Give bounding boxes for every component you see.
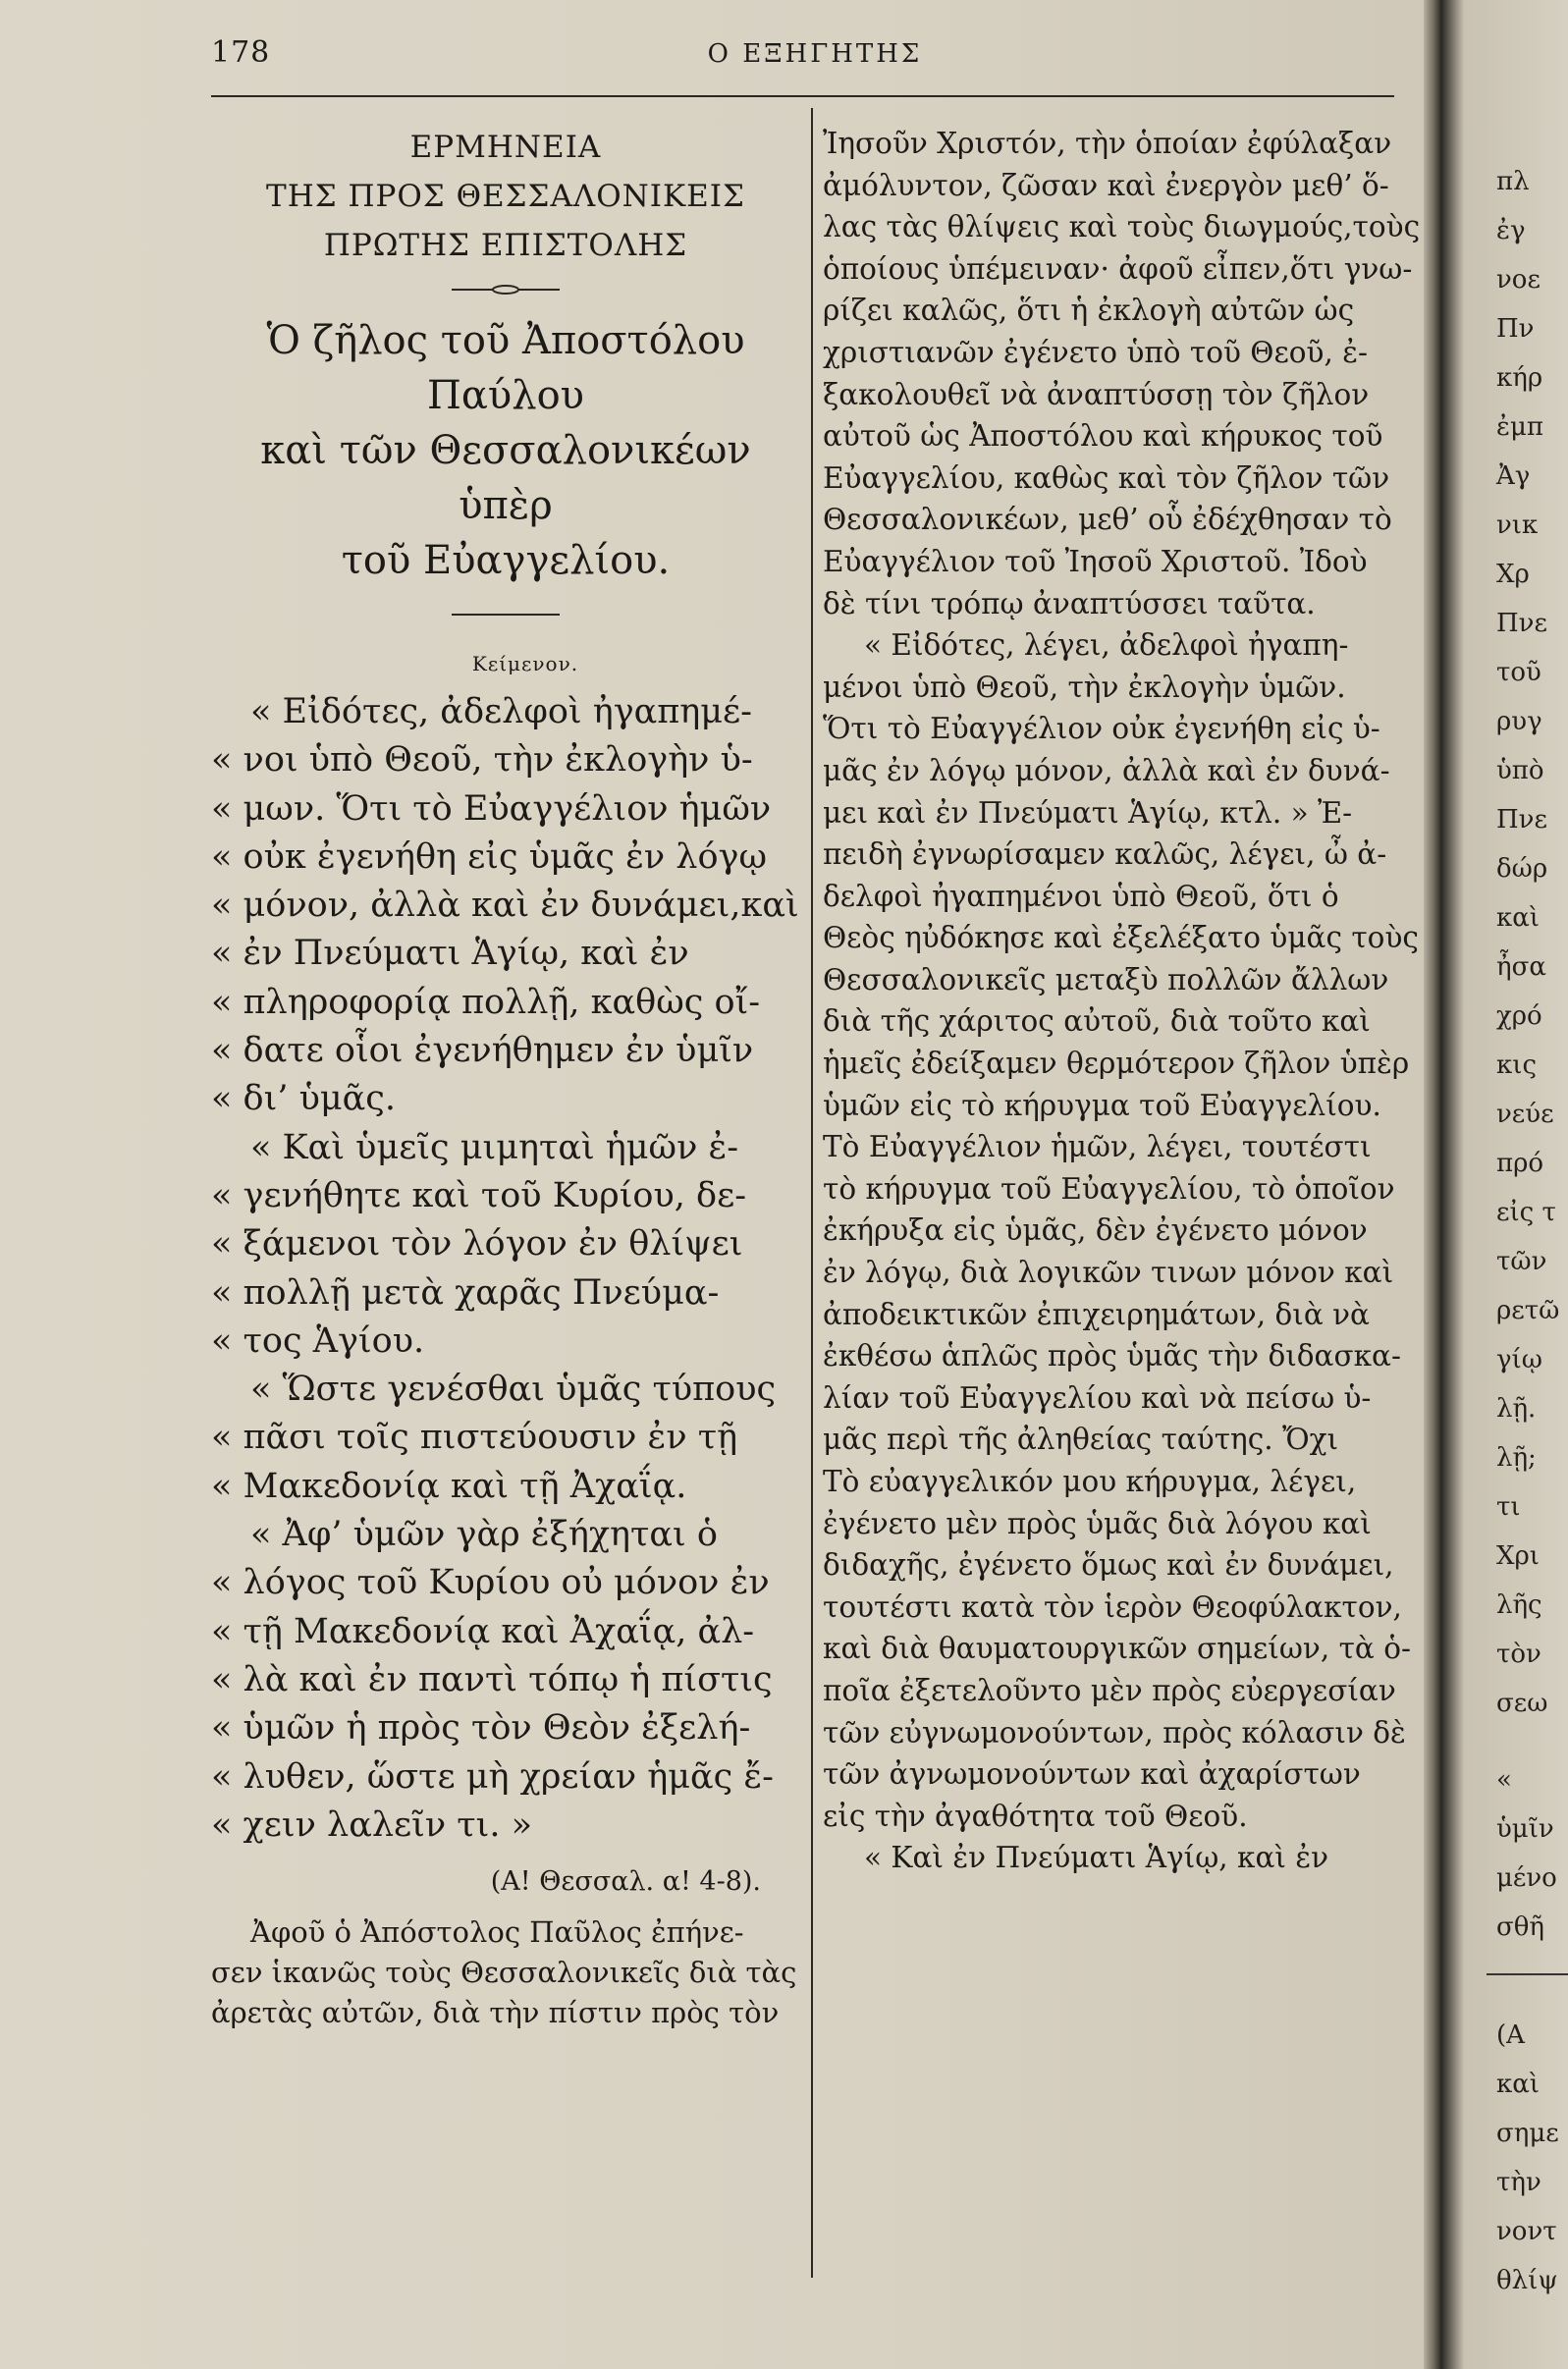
text-line: ἐκήρυξα εἰς ὑμᾶς, δὲν ἐγένετο μόνον — [823, 1213, 1368, 1248]
header-rule — [211, 95, 1394, 97]
ornament-divider — [211, 270, 800, 309]
book-gutter — [1424, 0, 1441, 2369]
facing-fragment: νεύε — [1496, 1100, 1554, 1129]
text-line: ἀμόλυντον, ζῶσαν καὶ ἐνεργὸν μεθ’ ὅ- — [823, 168, 1389, 202]
facing-fragment: Πνε — [1496, 805, 1547, 835]
facing-fragment: ὑπὸ — [1496, 756, 1544, 785]
text-label: Κείμενον. — [471, 652, 579, 675]
text-line: Εὐαγγέλιον τοῦ Ἰησοῦ Χριστοῦ. Ἰδοὺ — [823, 544, 1368, 578]
facing-rule — [1487, 1973, 1568, 1975]
facing-fragment: « — [1496, 1765, 1512, 1795]
text-line: ξακολουθεῖ νὰ ἀναπτύσσῃ τὸν ζῆλον — [823, 377, 1370, 411]
verse-line: « λυθεν, ὥστε μὴ χρείαν ἡμᾶς ἔ- — [211, 1756, 774, 1797]
text-line: διδαχῆς, ἐγένετο ὅμως καὶ ἐν δυνάμει, — [823, 1548, 1394, 1583]
verse-line: « πᾶσι τοῖς πιστεύουσιν ἐν τῇ — [211, 1418, 738, 1458]
text-line: εἰς τὴν ἀγαθότητα τοῦ Θεοῦ. — [823, 1799, 1248, 1833]
text-line: ἡμεῖς ἐδείξαμεν θερμότερον ζῆλον ὑπὲρ — [823, 1047, 1410, 1081]
text-line: αὐτοῦ ὡς Ἀποστόλου καὶ κήρυκος τοῦ — [823, 419, 1383, 454]
text-line: πειδὴ ἐγνωρίσαμεν καλῶς, λέγει, ὦ ἀ- — [823, 837, 1387, 872]
facing-fragment: ρετῶ — [1496, 1296, 1560, 1325]
facing-fragment: πλ — [1496, 167, 1530, 196]
column-divider — [811, 108, 813, 2278]
facing-fragment: ἦσα — [1496, 952, 1546, 982]
facing-fragment: σθῆ — [1496, 1912, 1544, 1942]
facing-fragment: τι — [1496, 1492, 1521, 1522]
verse-line: « λόγος τοῦ Κυρίου οὐ μόνον ἐν — [211, 1563, 770, 1603]
text-line: μένοι ὑπὸ Θεοῦ, τὴν ἐκλογὴν ὑμῶν. — [823, 670, 1346, 704]
text-line: Εὐαγγελίου, καθὼς καὶ τὸν ζῆλον τῶν — [823, 460, 1390, 495]
verse-line: « Καὶ ὑμεῖς μιμηταὶ ἡμῶν ἐ- — [250, 1127, 739, 1167]
text-line: ἐν λόγῳ, διὰ λογικῶν τινων μόνον καὶ — [823, 1256, 1394, 1290]
facing-fragment: δώρ — [1496, 854, 1548, 884]
section-heading — [211, 123, 800, 270]
verse-line: « γενήθητε καὶ τοῦ Κυρίου, δε- — [211, 1175, 747, 1215]
facing-fragment: καὶ — [1496, 903, 1541, 933]
commentary-text — [211, 1912, 800, 2033]
text-line: δὲ τίνι τρόπῳ ἀναπτύσσει ταῦτα. — [823, 586, 1316, 620]
verse-line: « Μακεδονίᾳ καὶ τῇ Ἀχαΐᾳ. — [211, 1466, 687, 1506]
text-line: χριστιανῶν ἐγένετο ὑπὸ τοῦ Θεοῦ, ἐ- — [823, 335, 1369, 369]
verse-line: « πληροφορίᾳ πολλῇ, καθὼς οἴ- — [211, 982, 761, 1022]
text-line: καὶ διὰ θαυματουργικῶν σημείων, τὰ ὁ- — [823, 1632, 1411, 1666]
subtitle-line: Ὁ ζῆλος τοῦ Ἀποστόλου Παύλου — [266, 318, 745, 418]
text-line: ποῖα ἐξετελοῦντο μὲν πρὸς εὐεργεσίαν — [823, 1673, 1396, 1707]
text-line: ἐκθέσω ἁπλῶς πρὸς ὑμᾶς τὴν διδασκα- — [823, 1339, 1401, 1373]
text-line: λίαν τοῦ Εὐαγγελίου καὶ νὰ πείσω ὑ- — [823, 1380, 1372, 1415]
facing-fragment: νοε — [1496, 265, 1541, 295]
verse-line: « ὑμῶν ἡ πρὸς τὸν Θεὸν ἐξελή- — [211, 1708, 751, 1749]
facing-fragment: λῇ. — [1496, 1394, 1537, 1424]
verse-line: « λὰ καὶ ἐν παντὶ τόπῳ ἡ πίστις — [211, 1659, 773, 1699]
verse-line: « νοι ὑπὸ Θεοῦ, τὴν ἐκλογὴν ὑ- — [211, 740, 753, 781]
text-line: Τὸ Εὐαγγέλιον ἡμῶν, λέγει, τουτέστι — [823, 1130, 1372, 1164]
section-subtitle — [211, 313, 800, 588]
verse-line: « Ὥστε γενέσθαι ὑμᾶς τύπους — [250, 1370, 777, 1410]
facing-fragment: λῆς — [1496, 1590, 1542, 1620]
facing-fragment: σεω — [1496, 1689, 1548, 1718]
text-line: ρίζει καλῶς, ὅτι ἡ ἐκλογὴ αὐτῶν ὡς — [823, 294, 1355, 328]
text-line: « Εἰδότες, λέγει, ἀδελφοὶ ἠγαπη- — [864, 628, 1349, 663]
facing-fragment: ὑμῖν — [1496, 1814, 1554, 1844]
text-line: ἀποδεικτικῶν ἐπιχειρημάτων, διὰ νὰ — [823, 1297, 1370, 1331]
heading-line: ΕΡΜΗΝΕΙΑ — [409, 130, 602, 165]
verse-line: « τῇ Μακεδονίᾳ καὶ Ἀχαΐᾳ, ἀλ- — [211, 1611, 755, 1651]
text-line: μᾶς περὶ τῆς ἀληθείας ταύτης. Ὄχι — [823, 1423, 1339, 1457]
text-line: τῶν εὐγνωμονούντων, πρὸς κόλασιν δὲ — [823, 1715, 1406, 1750]
facing-fragment: κήρ — [1496, 363, 1543, 393]
facing-fragment: κις — [1496, 1050, 1538, 1080]
verse-line: « Ἀφ’ ὑμῶν γὰρ ἐξήχηται ὁ — [250, 1515, 718, 1555]
facing-fragment: πρό — [1496, 1149, 1544, 1178]
verse-line: « πολλῇ μετὰ χαρᾶς Πνεύμα- — [211, 1272, 720, 1313]
facing-fragment: τοῦ — [1496, 658, 1541, 687]
facing-fragment: εἰς τ — [1496, 1198, 1556, 1227]
facing-fragment: καὶ — [1496, 2070, 1541, 2099]
text-line: τὸ κήρυγμα τοῦ Εὐαγγελίου, τὸ ὁποῖον — [823, 1171, 1395, 1206]
heading-line: ΠΡΩΤΗΣ ΕΠΙΣΤΟΛΗΣ — [323, 228, 688, 263]
verse-line: « οὐκ ἐγενήθη εἰς ὑμᾶς ἐν λόγῳ — [211, 836, 767, 877]
facing-fragment: (Α — [1496, 2020, 1525, 2050]
text-line: ἐγένετο μὲν πρὸς ὑμᾶς διὰ λόγου καὶ — [823, 1506, 1372, 1540]
text-line: Θεσσαλονικεῖς μεταξὺ πολλῶν ἄλλων — [823, 962, 1389, 996]
text-line: Ὅτι τὸ Εὐαγγέλιον οὐκ ἐγενήθη εἰς ὑ- — [823, 712, 1380, 746]
verse-line: « ξάμενοι τὸν λόγον ἐν θλίψει — [211, 1224, 743, 1265]
verse-line: « ἐν Πνεύματι Ἁγίῳ, καὶ ἐν — [211, 934, 689, 974]
facing-fragment: Ἀγ — [1496, 461, 1531, 491]
text-line: Θεὸς ηὐδόκησε καὶ ἐξελέξατο ὑμᾶς τοὺς — [823, 921, 1419, 955]
prose-line: σεν ἱκανῶς τοὺς Θεσσαλονικεῖς διὰ τὰς — [211, 1956, 797, 1990]
text-line: δελφοὶ ἠγαπημένοι ὑπὸ Θεοῦ, ὅτι ὁ — [823, 879, 1339, 913]
text-line: « Καὶ ἐν Πνεύματι Ἁγίῳ, καὶ ἐν — [864, 1841, 1329, 1875]
running-title: Ο ΕΞΗΓΗΤΗΣ — [707, 39, 923, 69]
text-line: μει καὶ ἐν Πνεύματι Ἁγίῳ, κτλ. » Ἐ- — [823, 795, 1353, 830]
short-rule — [452, 614, 560, 616]
facing-fragment: τὴν — [1496, 2168, 1541, 2197]
text-line: μᾶς ἐν λόγῳ μόνον, ἀλλὰ καὶ ἐν δυνά- — [823, 753, 1390, 787]
prose-line: ἀρετὰς αὐτῶν, διὰ τὴν πίστιν πρὸς τὸν — [211, 1996, 780, 2030]
facing-fragment: σημε — [1496, 2119, 1559, 2148]
facing-fragment: Χρ — [1496, 560, 1530, 589]
text-line: τῶν ἀγνωμονούντων καὶ ἀχαρίστων — [823, 1757, 1361, 1792]
verse-line: « Εἰδότες, ἀδελφοὶ ἠγαπημέ- — [250, 692, 752, 731]
text-line: Ἰησοῦν Χριστόν, τὴν ὁποίαν ἐφύλαξαν — [823, 127, 1392, 160]
verse-line: « χειν λαλεῖν τι. » — [211, 1804, 533, 1845]
verse-line: « τος Ἁγίου. — [211, 1320, 425, 1361]
facing-fragment: μένο — [1496, 1863, 1557, 1893]
subtitle-line: τοῦ Εὐαγγελίου. — [341, 538, 671, 583]
facing-fragment: νικ — [1496, 511, 1539, 540]
facing-fragment: χρό — [1496, 1001, 1542, 1031]
facing-page-edge — [1441, 0, 1568, 2369]
subtitle-line: καὶ τῶν Θεσσαλονικέων ὑπὲρ — [260, 428, 751, 528]
facing-fragment: Χρι — [1496, 1541, 1540, 1571]
text-line: λας τὰς θλίψεις καὶ τοὺς διωγμούς,τοὺς — [823, 210, 1421, 244]
scripture-reference: (Α! Θεσσαλ. α! 4-8). — [490, 1866, 761, 1898]
verse-line: « δι’ ὑμᾶς. — [211, 1079, 396, 1119]
text-line: Τὸ εὐαγγελικόν μου κήρυγμα, λέγει, — [823, 1465, 1357, 1498]
page-header — [211, 35, 1389, 75]
facing-fragment: ἐμπ — [1496, 412, 1543, 442]
text-line: Θεσσαλονικέων, μεθ’ οὗ ἐδέχθησαν τὸ — [823, 503, 1392, 537]
verse-line: « μόνον, ἀλλὰ καὶ ἐν δυνάμει,καὶ — [211, 886, 799, 926]
facing-fragment: Πνε — [1496, 609, 1547, 638]
text-line: διὰ τῆς χάριτος αὐτοῦ, διὰ τοῦτο καὶ — [823, 1004, 1371, 1039]
facing-fragment: τῶν — [1496, 1247, 1547, 1276]
text-line: ὑμῶν εἰς τὸ κήρυγμα τοῦ Εὐαγγελίου. — [823, 1088, 1381, 1122]
text-line: ὁποίους ὑπέμειναν· ἀφοῦ εἶπεν,ὅτι γνω- — [823, 251, 1413, 286]
text-line: τουτέστι κατὰ τὸν ἱερὸν Θεοφύλακτον, — [823, 1589, 1402, 1624]
facing-fragment: λῇ; — [1496, 1443, 1537, 1473]
scripture-text — [211, 688, 800, 1850]
heading-line: ΤΗΣ ΠΡΟΣ ΘΕΣΣΑΛΟΝΙΚΕΙΣ — [266, 179, 745, 214]
facing-fragment: θλίψ — [1496, 2266, 1558, 2295]
verse-line: « δατε οἷοι ἐγενήθημεν ἐν ὑμῖν — [211, 1031, 754, 1071]
verse-line: « μων. Ὅτι τὸ Εὐαγγέλιον ἡμῶν — [211, 788, 772, 829]
prose-line: Ἀφοῦ ὁ Ἀπόστολος Παῦλος ἐπήνε- — [250, 1915, 744, 1950]
page-number: 178 — [211, 35, 271, 70]
facing-fragment: ρυγ — [1496, 707, 1542, 736]
facing-fragment: Πν — [1496, 314, 1535, 344]
left-column — [211, 123, 800, 2033]
facing-fragment: γίῳ — [1496, 1345, 1542, 1374]
facing-fragment: νοντ — [1496, 2217, 1557, 2246]
right-column — [823, 123, 1421, 1879]
facing-fragment: ἐγ — [1496, 216, 1526, 245]
facing-fragment: τὸν — [1496, 1640, 1541, 1669]
